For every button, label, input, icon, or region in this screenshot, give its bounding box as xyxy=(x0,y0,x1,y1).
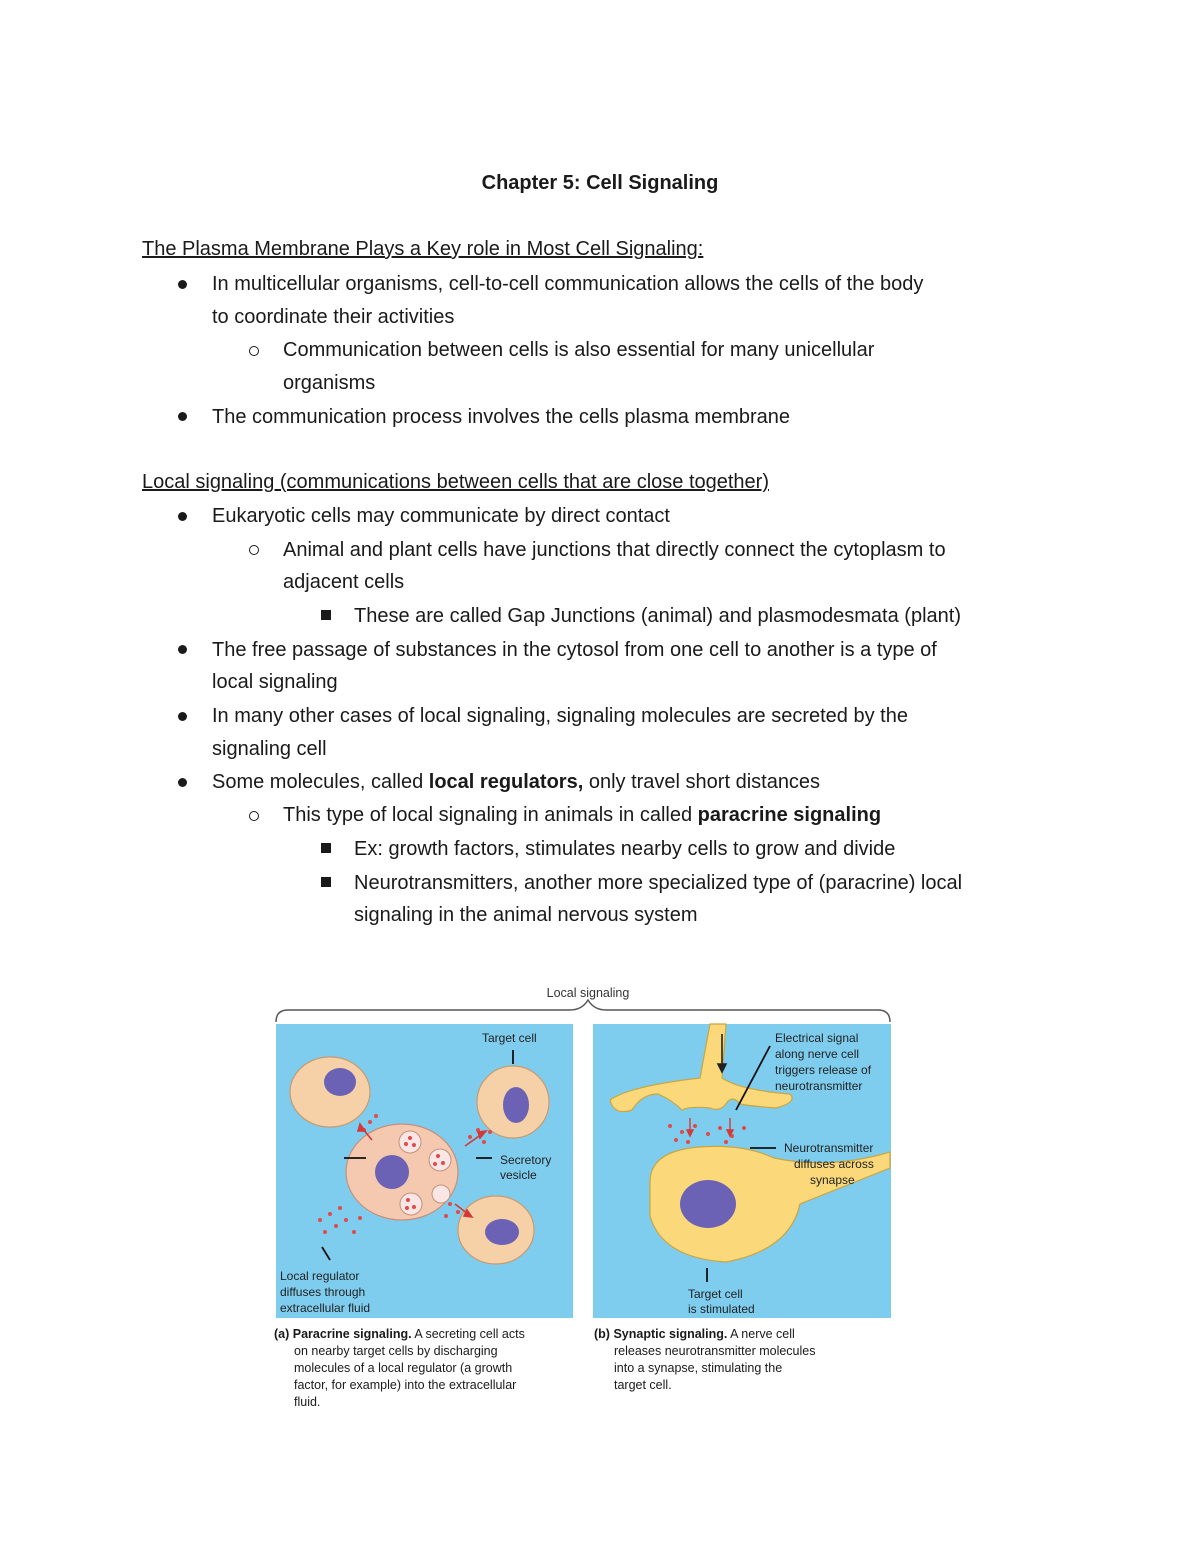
bullet-text: Some molecules, called local regulators, only travel short distances xyxy=(212,771,821,793)
section-heading-local-signaling: Local signaling (communications between cells that are close together) xyxy=(142,471,770,493)
bullet-dot xyxy=(178,412,187,421)
bullet-dot xyxy=(178,512,187,521)
label-local-regulator-2: diffuses through xyxy=(280,1285,366,1299)
local-signaling-figure xyxy=(270,982,900,1422)
bullet-text: This type of local signaling in animals in called paracrine signaling xyxy=(283,804,882,826)
bullet-text: local signaling xyxy=(212,671,338,693)
target-cell-top-left xyxy=(290,1057,370,1127)
bullet-text: In many other cases of local signaling, signaling molecules are secreted by the xyxy=(212,705,908,727)
label-local-regulator-3: extracellular fluid xyxy=(280,1301,371,1315)
bullet-text: Animal and plant cells have junctions that directly connect the cytoplasm to xyxy=(283,539,946,561)
bullet-text: Eukaryotic cells may communicate by direct contact xyxy=(212,505,670,527)
target-cell-top-right xyxy=(477,1066,549,1138)
bullet-text: adjacent cells xyxy=(283,571,405,593)
bullet-text: These are called Gap Junctions (animal) and plasmodesmata (plant) xyxy=(354,605,961,627)
page-title: Chapter 5: Cell Signaling xyxy=(481,172,719,194)
label-target-cell-a: Target cell xyxy=(482,1031,537,1045)
label-target-cell-b-2: is stimulated xyxy=(688,1302,755,1316)
label-electrical-3: triggers release of xyxy=(775,1063,872,1077)
bullet-circle xyxy=(249,545,259,555)
bullet-dot xyxy=(178,645,187,654)
secreting-cell xyxy=(346,1124,458,1220)
label-electrical-2: along nerve cell xyxy=(775,1047,860,1061)
bullet-text: Ex: growth factors, stimulates nearby cells to grow and divide xyxy=(354,838,896,860)
bullet-dot xyxy=(178,712,187,721)
bullet-text: to coordinate their activities xyxy=(212,306,455,328)
target-cell-bottom-right xyxy=(458,1196,534,1264)
bullet-text: signaling in the animal nervous system xyxy=(354,904,698,926)
label-electrical-4: neurotransmitter xyxy=(775,1079,863,1093)
bullet-text: Neurotransmitters, another more specialized type of (paracrine) local xyxy=(354,872,963,894)
bullet-circle xyxy=(249,811,259,821)
figure-brace xyxy=(276,1000,890,1022)
figure-top-label: Local signaling xyxy=(546,986,630,1000)
label-electrical-1: Electrical signal xyxy=(775,1031,859,1045)
caption-panel-a: (a) Paracrine signaling. A secreting cell acts on nearby target cells by discharging molecules of a local regulator (a growth factor, for example) into the extracellular fluid. xyxy=(274,1327,525,1409)
label-neurotransmitter-3: synapse xyxy=(810,1173,855,1187)
bullet-text: In multicellular organisms, cell-to-cell communication allows the cells of the body xyxy=(212,273,924,295)
bullet-text: organisms xyxy=(283,372,376,394)
bullet-square xyxy=(321,877,331,887)
label-neurotransmitter-1: Neurotransmitter xyxy=(784,1141,874,1155)
bullet-text: signaling cell xyxy=(212,738,327,760)
label-local-regulator-1: Local regulator xyxy=(280,1269,360,1283)
bullet-square xyxy=(321,610,331,620)
label-neurotransmitter-2: diffuses across xyxy=(794,1157,874,1171)
label-vesicle: vesicle xyxy=(500,1168,537,1182)
section-heading-plasma-membrane: The Plasma Membrane Plays a Key role in Most Cell Signaling: xyxy=(142,238,704,260)
label-target-cell-b-1: Target cell xyxy=(688,1287,743,1301)
bullet-dot xyxy=(178,778,187,787)
bullet-text: The communication process involves the cells plasma membrane xyxy=(212,406,791,428)
bullet-dot xyxy=(178,280,187,289)
caption-panel-b: (b) Synaptic signaling. A nerve cell releases neurotransmitter molecules into a synapse, stimulating the target cell. xyxy=(594,1327,816,1392)
bullet-circle xyxy=(249,346,259,356)
bullet-text: The free passage of substances in the cytosol from one cell to another is a type of xyxy=(212,639,937,661)
label-secretory: Secretory xyxy=(500,1153,552,1167)
bullet-text: Communication between cells is also essential for many unicellular xyxy=(283,339,875,361)
bullet-square xyxy=(321,843,331,853)
